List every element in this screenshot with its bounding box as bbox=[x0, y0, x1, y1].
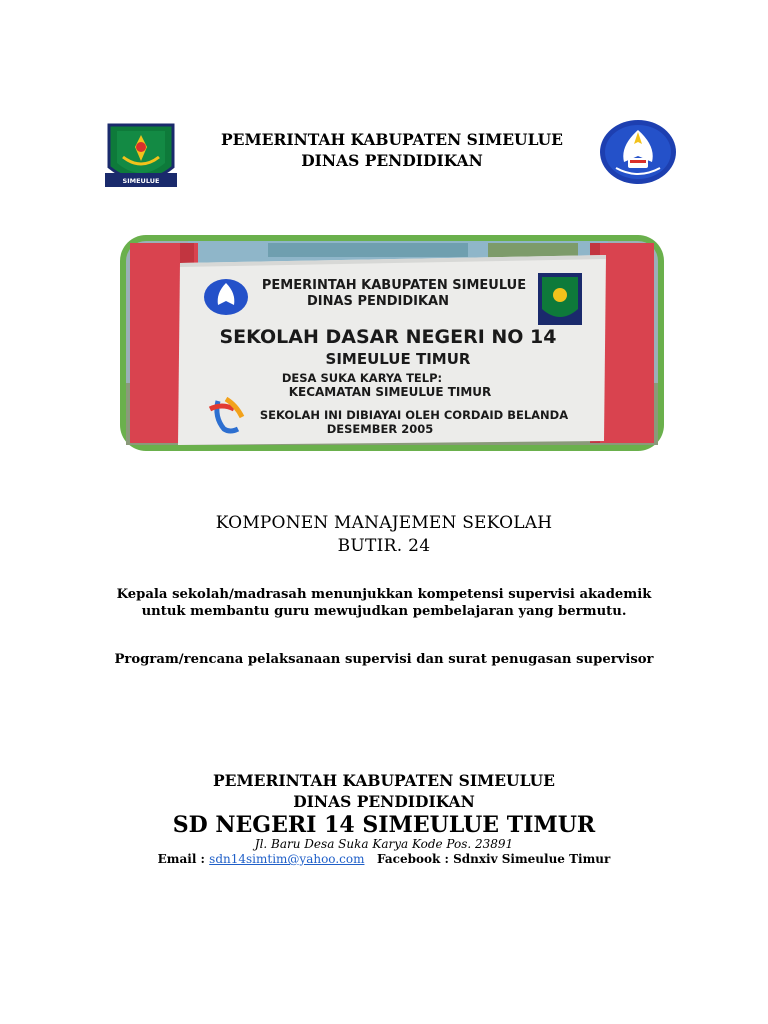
header-title-line-2: DINAS PENDIDIKAN bbox=[301, 151, 483, 170]
tut-wuri-handayani-emblem-icon bbox=[598, 118, 678, 186]
sign-line-6: KECAMATAN SIMEULUE TIMUR bbox=[288, 385, 492, 399]
description-line-1: Kepala sekolah/madrasah menunjukkan kompetensi supervisi akademik bbox=[116, 587, 652, 602]
header-title-line-1: PEMERINTAH KABUPATEN SIMEULUE bbox=[221, 130, 563, 149]
school-name: SD NEGERI 14 SIMEULUE TIMUR bbox=[172, 812, 596, 838]
facebook-text: Facebook : Sdnxiv Simeulue Timur bbox=[364, 852, 611, 866]
crest-lettering: SIMEULUE bbox=[122, 177, 160, 185]
email-link[interactable]: sdn14simtim@yahoo.com bbox=[209, 852, 365, 866]
sign-line-1: PEMERINTAH KABUPATEN SIMEULUE bbox=[261, 278, 527, 293]
sign-line-5: DESA SUKA KARYA TELP: bbox=[281, 371, 443, 385]
footer-government-line: PEMERINTAH KABUPATEN SIMEULUE bbox=[213, 771, 555, 790]
description-line-2: untuk membantu guru mewujudkan pembelajaran yang bermutu. bbox=[141, 604, 627, 619]
email-label: Email : bbox=[157, 852, 210, 866]
butir-number: BUTIR. 24 bbox=[337, 536, 431, 556]
sign-line-2: DINAS PENDIDIKAN bbox=[306, 294, 450, 309]
sign-line-8: DESEMBER 2005 bbox=[326, 422, 434, 436]
footer-department-line: DINAS PENDIDIKAN bbox=[293, 792, 475, 811]
sign-line-4: SIMEULUE TIMUR bbox=[325, 350, 471, 368]
program-statement: Program/rencana pelaksanaan supervisi dan surat penugasan supervisor bbox=[114, 652, 654, 667]
school-sign-photo bbox=[118, 233, 666, 453]
contact-line bbox=[0, 851, 768, 867]
component-title: KOMPONEN MANAJEMEN SEKOLAH bbox=[215, 513, 553, 533]
school-address: Jl. Baru Desa Suka Karya Kode Pos. 23891 bbox=[254, 837, 514, 851]
sign-line-7: SEKOLAH INI DIBIAYAI OLEH CORDAID BELANDA bbox=[259, 408, 569, 422]
sign-line-3: SEKOLAH DASAR NEGERI NO 14 bbox=[219, 326, 557, 348]
